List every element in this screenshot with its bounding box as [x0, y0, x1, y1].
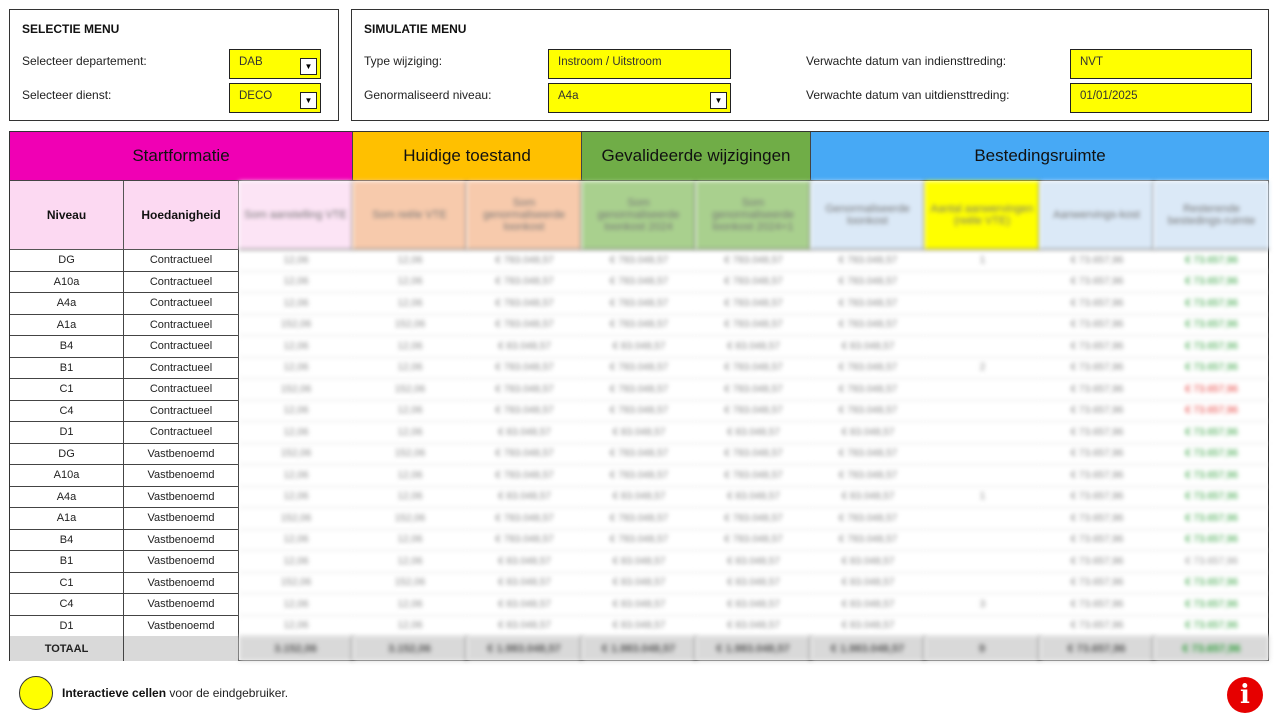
col-header-aantal-aanwervingen: Aantal aanwervingen (reële VTE): [925, 181, 1040, 250]
simulatie-menu-panel: [351, 9, 1269, 121]
genormaliseerd-niveau-label: Genormaliseerd niveau:: [364, 88, 492, 102]
totaal-value-cell: € 73.657,96: [1154, 636, 1269, 661]
hoedanigheid-cell: Vastbenoemd: [124, 594, 239, 616]
genormaliseerd-niveau-value: A4a: [558, 90, 579, 102]
value-cell: € 783.048,57: [467, 358, 582, 380]
value-cell: € 73.657,96: [1040, 508, 1154, 530]
value-cell: € 83.048,57: [811, 336, 925, 358]
value-cell[interactable]: [925, 465, 1040, 487]
value-cell: 12,06: [239, 401, 353, 423]
value-cell[interactable]: [925, 551, 1040, 573]
value-cell[interactable]: [925, 508, 1040, 530]
hoedanigheid-cell: Contractueel: [124, 272, 239, 294]
value-cell: € 783.048,57: [467, 315, 582, 337]
value-cell: € 83.048,57: [467, 422, 582, 444]
value-cell: € 783.048,57: [582, 250, 696, 272]
hoedanigheid-cell: Contractueel: [124, 250, 239, 272]
value-cell[interactable]: [925, 336, 1040, 358]
value-cell: 12,06: [353, 250, 467, 272]
group-huidige-toestand: Huidige toestand: [353, 132, 582, 181]
niveau-cell: B4: [10, 336, 124, 358]
value-cell: € 83.048,57: [696, 487, 811, 509]
value-cell: € 83.048,57: [811, 422, 925, 444]
value-cell[interactable]: [925, 379, 1040, 401]
value-cell: 152,06: [353, 379, 467, 401]
value-cell: 12,06: [353, 487, 467, 509]
group-gevalideerde-wijzigingen: Gevalideerde wijzigingen: [582, 132, 811, 181]
value-cell[interactable]: 2: [925, 358, 1040, 380]
value-cell: € 783.048,57: [582, 293, 696, 315]
legend-rest: voor de eindgebruiker.: [166, 686, 289, 700]
value-cell: 12,06: [239, 530, 353, 552]
indienst-input[interactable]: [1070, 49, 1252, 79]
dropdown-arrow-icon[interactable]: ▼: [710, 92, 727, 109]
col-header-resterende-bestedingsruimte: Resterende bestedings-ruimte: [1154, 181, 1269, 250]
value-cell: € 783.048,57: [582, 401, 696, 423]
value-cell: € 73.657,96: [1040, 551, 1154, 573]
value-cell: € 83.048,57: [696, 422, 811, 444]
totaal-empty: [124, 636, 239, 661]
totaal-value-cell: 9: [925, 636, 1040, 661]
indienst-value: NVT: [1080, 56, 1103, 68]
value-cell: € 73.657,96: [1040, 336, 1154, 358]
value-cell: € 783.048,57: [467, 401, 582, 423]
value-cell: 12,06: [239, 594, 353, 616]
type-wijziging-select[interactable]: [548, 49, 731, 79]
value-cell: € 73.657,96: [1040, 594, 1154, 616]
value-cell: 152,06: [239, 508, 353, 530]
value-cell: € 783.048,57: [582, 508, 696, 530]
niveau-cell: DG: [10, 250, 124, 272]
niveau-cell: B1: [10, 551, 124, 573]
totaal-value-cell: 3.152,06: [239, 636, 353, 661]
value-cell: € 73.657,96: [1154, 422, 1269, 444]
value-cell: € 783.048,57: [696, 272, 811, 294]
value-cell[interactable]: [925, 272, 1040, 294]
value-cell: 12,06: [353, 293, 467, 315]
departement-label: Selecteer departement:: [22, 54, 147, 68]
value-cell: 12,06: [353, 358, 467, 380]
dienst-value: DECO: [239, 90, 273, 102]
group-startformatie: Startformatie: [10, 132, 353, 181]
value-cell: 152,06: [239, 444, 353, 466]
value-cell: 12,06: [239, 487, 353, 509]
value-cell: 12,06: [239, 272, 353, 294]
value-cell: € 73.657,96: [1040, 444, 1154, 466]
value-cell: 12,06: [239, 358, 353, 380]
hoedanigheid-cell: Vastbenoemd: [124, 616, 239, 638]
value-cell: 12,06: [353, 465, 467, 487]
value-cell: € 73.657,96: [1154, 530, 1269, 552]
niveau-cell: C1: [10, 573, 124, 595]
value-cell: 12,06: [239, 336, 353, 358]
hoedanigheid-cell: Vastbenoemd: [124, 444, 239, 466]
value-cell: € 783.048,57: [811, 530, 925, 552]
hoedanigheid-cell: Contractueel: [124, 422, 239, 444]
value-cell[interactable]: [925, 616, 1040, 638]
uitdienst-label: Verwachte datum van uitdiensttreding:: [806, 88, 1010, 102]
value-cell: € 783.048,57: [811, 358, 925, 380]
value-cell: € 73.657,96: [1154, 315, 1269, 337]
selectie-menu-title: SELECTIE MENU: [22, 22, 120, 36]
value-cell: € 83.048,57: [811, 573, 925, 595]
value-cell: € 83.048,57: [582, 422, 696, 444]
col-header-genormaliseerde-loonkost: Genormaliseerde loonkost: [811, 181, 925, 250]
value-cell: € 783.048,57: [467, 444, 582, 466]
dropdown-arrow-icon[interactable]: ▼: [300, 92, 317, 109]
value-cell: 12,06: [353, 551, 467, 573]
value-cell: € 783.048,57: [811, 508, 925, 530]
value-cell: € 73.657,96: [1040, 487, 1154, 509]
value-cell: € 83.048,57: [696, 551, 811, 573]
niveau-cell: B4: [10, 530, 124, 552]
niveau-cell: B1: [10, 358, 124, 380]
type-wijziging-value: Instroom / Uitstroom: [558, 56, 662, 68]
value-cell: € 73.657,96: [1040, 293, 1154, 315]
value-cell: 12,06: [239, 465, 353, 487]
uitdienst-input[interactable]: [1070, 83, 1252, 113]
type-wijziging-label: Type wijziging:: [364, 54, 443, 68]
niveau-cell: D1: [10, 616, 124, 638]
hoedanigheid-cell: Contractueel: [124, 315, 239, 337]
value-cell: 152,06: [353, 573, 467, 595]
hoedanigheid-cell: Contractueel: [124, 293, 239, 315]
totaal-value-cell: € 1.983.048,57: [467, 636, 582, 661]
value-cell: € 73.657,96: [1154, 551, 1269, 573]
value-cell: € 73.657,96: [1154, 594, 1269, 616]
col-header-aanwervingskost: Aanwervings-kost: [1040, 181, 1154, 250]
value-cell: € 783.048,57: [582, 358, 696, 380]
niveau-cell: DG: [10, 444, 124, 466]
value-cell: € 783.048,57: [467, 250, 582, 272]
value-cell: € 83.048,57: [696, 573, 811, 595]
departement-select[interactable]: [229, 49, 321, 79]
value-cell: € 73.657,96: [1040, 573, 1154, 595]
value-cell: € 783.048,57: [467, 465, 582, 487]
value-cell: € 73.657,96: [1040, 530, 1154, 552]
value-cell: € 73.657,96: [1040, 250, 1154, 272]
value-cell: € 83.048,57: [696, 616, 811, 638]
value-cell: € 83.048,57: [582, 616, 696, 638]
value-cell: € 83.048,57: [696, 336, 811, 358]
info-icon[interactable]: i: [1227, 677, 1263, 713]
value-cell: 152,06: [353, 508, 467, 530]
totaal-value-cell: € 73.657,96: [1040, 636, 1154, 661]
value-cell: € 783.048,57: [467, 508, 582, 530]
niveau-cell: C1: [10, 379, 124, 401]
value-cell: € 783.048,57: [696, 315, 811, 337]
value-cell[interactable]: 1: [925, 250, 1040, 272]
niveau-cell: A4a: [10, 487, 124, 509]
value-cell: € 783.048,57: [696, 530, 811, 552]
value-cell: € 83.048,57: [811, 487, 925, 509]
genormaliseerd-niveau-select[interactable]: [548, 83, 731, 113]
legend-bold: Interactieve cellen: [62, 686, 167, 700]
col-header-hoedanigheid: Hoedanigheid: [124, 181, 239, 250]
totaal-label: TOTAAL: [10, 636, 124, 661]
hoedanigheid-cell: Vastbenoemd: [124, 465, 239, 487]
hoedanigheid-cell: Contractueel: [124, 358, 239, 380]
value-cell[interactable]: [925, 422, 1040, 444]
value-cell: € 783.048,57: [696, 379, 811, 401]
value-cell: € 73.657,96: [1040, 272, 1154, 294]
value-cell: € 73.657,96: [1154, 444, 1269, 466]
value-cell[interactable]: [925, 530, 1040, 552]
value-cell: € 73.657,96: [1154, 573, 1269, 595]
value-cell: € 783.048,57: [811, 315, 925, 337]
value-cell: 152,06: [239, 315, 353, 337]
value-cell: 12,06: [353, 594, 467, 616]
selectie-menu-panel: [9, 9, 339, 121]
value-cell: € 783.048,57: [811, 272, 925, 294]
value-cell[interactable]: [925, 444, 1040, 466]
niveau-cell: C4: [10, 401, 124, 423]
dienst-select[interactable]: [229, 83, 321, 113]
simulatie-menu-title: SIMULATIE MENU: [364, 22, 467, 36]
value-cell: € 83.048,57: [467, 551, 582, 573]
value-cell: € 73.657,96: [1154, 272, 1269, 294]
yellow-dot-icon: [19, 676, 53, 710]
value-cell: € 783.048,57: [696, 444, 811, 466]
hoedanigheid-cell: Vastbenoemd: [124, 508, 239, 530]
value-cell: € 73.657,96: [1154, 487, 1269, 509]
value-cell: 12,06: [239, 293, 353, 315]
value-cell: € 73.657,96: [1154, 358, 1269, 380]
value-cell: € 83.048,57: [811, 616, 925, 638]
hoedanigheid-cell: Vastbenoemd: [124, 573, 239, 595]
value-cell: 12,06: [239, 422, 353, 444]
value-cell: € 83.048,57: [811, 551, 925, 573]
niveau-cell: A4a: [10, 293, 124, 315]
value-cell: € 783.048,57: [811, 444, 925, 466]
hoedanigheid-cell: Vastbenoemd: [124, 530, 239, 552]
totaal-value-cell: € 1.983.048,57: [582, 636, 696, 661]
value-cell: 152,06: [353, 444, 467, 466]
niveau-cell: A10a: [10, 272, 124, 294]
value-cell: € 783.048,57: [582, 272, 696, 294]
value-cell: € 73.657,96: [1040, 379, 1154, 401]
value-cell: 12,06: [239, 616, 353, 638]
value-cell: € 783.048,57: [582, 379, 696, 401]
niveau-cell: A1a: [10, 508, 124, 530]
value-cell: € 783.048,57: [811, 401, 925, 423]
value-cell: € 783.048,57: [696, 508, 811, 530]
niveau-cell: D1: [10, 422, 124, 444]
value-cell: € 73.657,96: [1040, 401, 1154, 423]
niveau-cell: A10a: [10, 465, 124, 487]
value-cell: 12,06: [353, 272, 467, 294]
col-header-som-genormaliseerde-loonkost: Som genormaliseerde loonkost: [467, 181, 582, 250]
uitdienst-value: 01/01/2025: [1080, 90, 1138, 102]
value-cell: € 73.657,96: [1154, 379, 1269, 401]
value-cell: € 783.048,57: [811, 293, 925, 315]
value-cell: € 73.657,96: [1040, 616, 1154, 638]
value-cell: € 73.657,96: [1154, 293, 1269, 315]
value-cell: € 73.657,96: [1154, 508, 1269, 530]
hoedanigheid-cell: Contractueel: [124, 379, 239, 401]
value-cell: € 783.048,57: [811, 250, 925, 272]
departement-value: DAB: [239, 56, 263, 68]
value-cell: € 83.048,57: [467, 336, 582, 358]
value-cell: 12,06: [353, 616, 467, 638]
col-header-som-aanstelling-vte: Som aanstelling VTE: [239, 181, 353, 250]
value-cell[interactable]: 3: [925, 594, 1040, 616]
value-cell: € 783.048,57: [696, 358, 811, 380]
value-cell: € 783.048,57: [696, 401, 811, 423]
value-cell: 12,06: [353, 422, 467, 444]
value-cell: 152,06: [239, 379, 353, 401]
value-cell: € 73.657,96: [1040, 422, 1154, 444]
value-cell: € 783.048,57: [467, 379, 582, 401]
value-cell[interactable]: [925, 315, 1040, 337]
value-cell: € 783.048,57: [467, 272, 582, 294]
value-cell: € 783.048,57: [811, 465, 925, 487]
totaal-value-cell: 3.152,06: [353, 636, 467, 661]
totaal-value-cell: € 1.983.048,57: [696, 636, 811, 661]
value-cell: € 83.048,57: [467, 594, 582, 616]
value-cell: € 83.048,57: [582, 594, 696, 616]
value-cell: € 783.048,57: [696, 465, 811, 487]
value-cell: € 83.048,57: [811, 594, 925, 616]
value-cell: € 83.048,57: [467, 616, 582, 638]
value-cell: € 73.657,96: [1154, 465, 1269, 487]
value-cell: € 783.048,57: [696, 293, 811, 315]
value-cell: € 83.048,57: [696, 594, 811, 616]
dienst-label: Selecteer dienst:: [22, 88, 112, 102]
value-cell: 12,06: [239, 551, 353, 573]
value-cell: 12,06: [353, 401, 467, 423]
indienst-label: Verwachte datum van indiensttreding:: [806, 54, 1007, 68]
col-header-som-reele-vte: Som reële VTE: [353, 181, 467, 250]
value-cell: € 73.657,96: [1154, 336, 1269, 358]
group-bestedingsruimte: Bestedingsruimte: [811, 132, 1269, 181]
value-cell: € 783.048,57: [582, 444, 696, 466]
dropdown-arrow-icon[interactable]: ▼: [300, 58, 317, 75]
value-cell: € 783.048,57: [582, 465, 696, 487]
hoedanigheid-cell: Contractueel: [124, 336, 239, 358]
value-cell: € 783.048,57: [811, 379, 925, 401]
niveau-cell: A1a: [10, 315, 124, 337]
value-cell: € 783.048,57: [467, 530, 582, 552]
value-cell: € 73.657,96: [1040, 315, 1154, 337]
hoedanigheid-cell: Vastbenoemd: [124, 487, 239, 509]
hoedanigheid-cell: Vastbenoemd: [124, 551, 239, 573]
value-cell[interactable]: 1: [925, 487, 1040, 509]
value-cell: 12,06: [353, 530, 467, 552]
legend-text: [62, 686, 288, 700]
value-cell[interactable]: [925, 293, 1040, 315]
hoedanigheid-cell: Contractueel: [124, 401, 239, 423]
totaal-value-cell: € 1.983.048,57: [811, 636, 925, 661]
value-cell: 12,06: [353, 336, 467, 358]
value-cell: 152,06: [353, 315, 467, 337]
value-cell: € 783.048,57: [582, 315, 696, 337]
value-cell: € 83.048,57: [467, 487, 582, 509]
col-header-loonkost-2024-plus-1: Som genormaliseerde loonkost 2024+1: [696, 181, 811, 250]
value-cell[interactable]: [925, 401, 1040, 423]
value-cell: € 73.657,96: [1040, 358, 1154, 380]
value-cell: € 83.048,57: [467, 573, 582, 595]
value-cell: € 73.657,96: [1040, 465, 1154, 487]
value-cell: € 73.657,96: [1154, 401, 1269, 423]
value-cell: € 783.048,57: [582, 530, 696, 552]
value-cell: 12,06: [239, 250, 353, 272]
value-cell: € 73.657,96: [1154, 250, 1269, 272]
value-cell: € 83.048,57: [582, 551, 696, 573]
col-header-loonkost-2024: Som genormaliseerde loonkost 2024: [582, 181, 696, 250]
niveau-cell: C4: [10, 594, 124, 616]
value-cell: € 83.048,57: [582, 487, 696, 509]
value-cell[interactable]: [925, 573, 1040, 595]
bestedingsruimte-table: [9, 131, 1269, 661]
value-cell: € 83.048,57: [582, 336, 696, 358]
col-header-niveau: Niveau: [10, 181, 124, 250]
value-cell: € 73.657,96: [1154, 616, 1269, 638]
value-cell: € 783.048,57: [696, 250, 811, 272]
value-cell: 152,06: [239, 573, 353, 595]
value-cell: € 783.048,57: [467, 293, 582, 315]
value-cell: € 83.048,57: [582, 573, 696, 595]
